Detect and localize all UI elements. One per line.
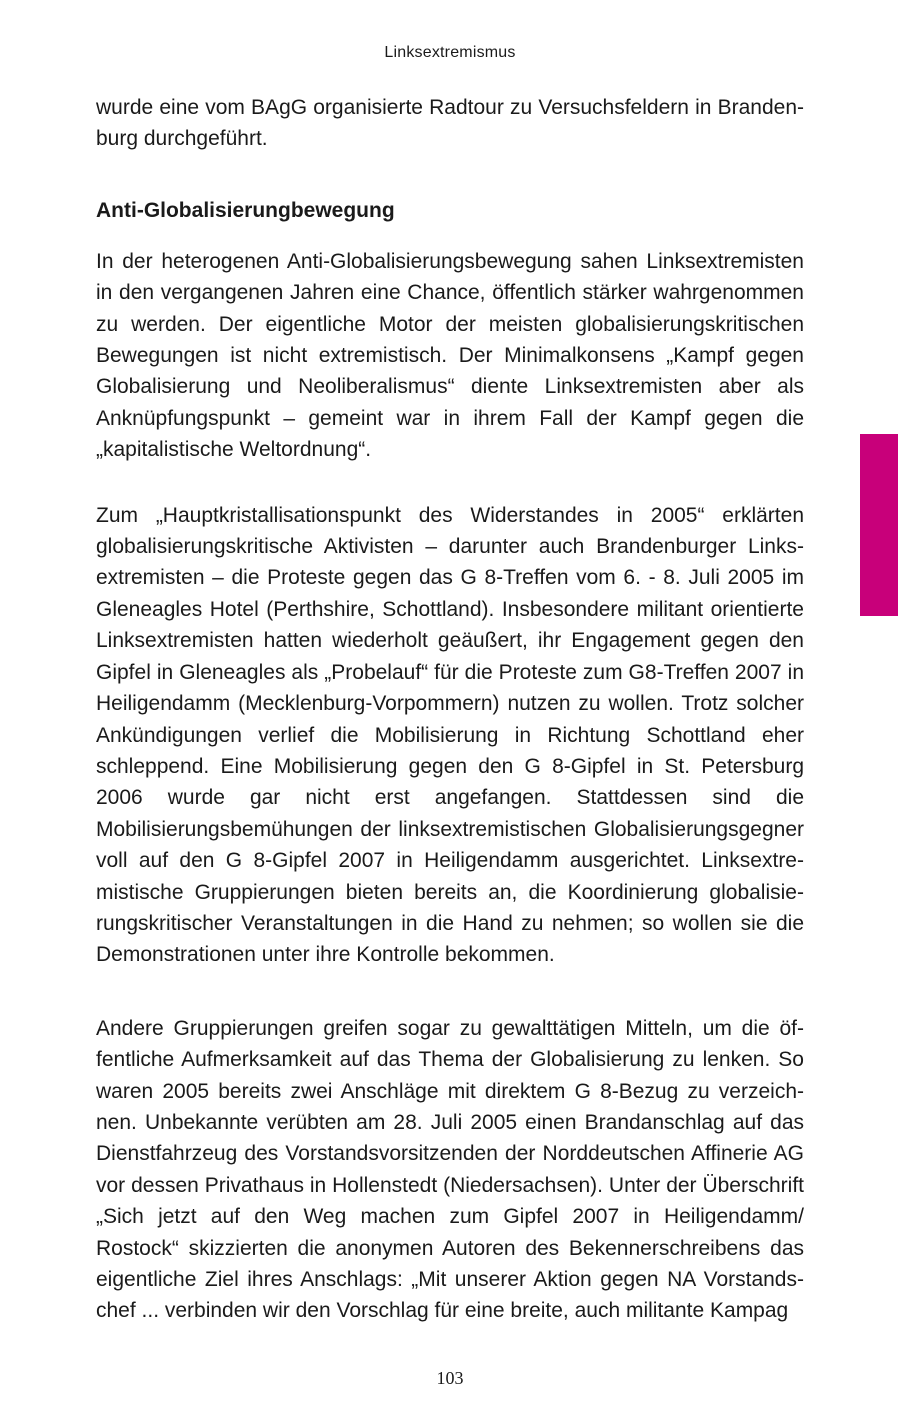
- section-heading: Anti-Globalisierungbewegung: [96, 198, 395, 222]
- running-header: Linksextremismus: [384, 44, 516, 61]
- body-paragraph-2: Zum „Hauptkristallisationspunkt des Widerstandes in 2005“ erklärten globalisierungskritische Aktivisten – darunter auch Brandenburger Linksextremisten – die Proteste gegen das G 8-Treffen vom 6. - 8. Juli 2005 im Gleneagles Hotel (Perthshire, Schottland). Insbesondere militant orientierte Linksextremisten hatten wiederholt geäußert, ihr Engagement gegen den Gipfel in Gleneagles als „Probelauf“ für die Proteste zum G8-Treffen 2007 in Heiligendamm (Mecklenburg-Vorpommern) nutzen zu wollen. Trotz solcher Ankündigungen verlief die Mobilisierung in Richtung Schottland eher schleppend. Eine Mobilisierung gegen den G 8-Gipfel in St. Petersburg 2006 wurde gar nicht erst angefangen. Stattdessen sind die Mobilisierungsbemühungen der linksextremistischen Globalisierungsgegner voll auf den G 8-Gipfel 2007 in Heiligendamm ausgerichtet. Linksextremistische Gruppierungen bieten bereits an, die Koordinierung globalisierungskritischer Veranstaltungen in die Hand zu nehmen; so wollen sie die Demonstrationen unter ihre Kontrolle bekommen.: [96, 503, 804, 967]
- chapter-marker-tab: [860, 434, 898, 616]
- page-number: 103: [436, 1368, 464, 1388]
- body-paragraph-3: Andere Gruppierungen greifen sogar zu gewalttätigen Mitteln, um die öffentliche Aufmerksamkeit auf das Thema der Globalisierung zu lenken. So waren 2005 bereits zwei Anschläge mit direktem G 8-Bezug zu verzeichnen. Unbekannte verübten am 28. Juli 2005 einen Brandanschlag auf das Dienstfahrzeug des Vorstandsvorsitzenden der Norddeutschen Affinerie AG vor dessen Privathaus in Hollenstedt (Niedersachsen). Unter der Überschrift „Sich jetzt auf den Weg machen zum Gipfel 2007 in Heiligendamm/ Rostock“ skizzierten die anonymen Autoren des Bekennerschreibens das eigentliche Ziel ihres Anschlags: „Mit unserer Aktion gegen NA Vorstandschef ... verbinden wir den Vorschlag für eine breite, auch militante Kampag: [96, 1016, 804, 1323]
- intro-paragraph: wurde eine vom BAgG organisierte Radtour zu Versuchsfeldern in Brandenburg durchgeführt.: [96, 96, 804, 151]
- page-body: [96, 92, 804, 1327]
- body-paragraph-1: In der heterogenen Anti-Globalisierungsbewegung sahen Linksextremisten in den vergangenen Jahren eine Chance, öffentlich stärker wahrgenommen zu werden. Der eigentliche Motor der meisten globalisierungskritischen Bewegungen ist nicht extremistisch. Der Minimalkonsens „Kampf gegen Globalisierung und Neoliberalismus“ diente Linksextremisten aber als Anknüpfungspunkt – gemeint war in ihrem Fall der Kampf gegen die „kapitalistische Weltordnung“.: [96, 249, 804, 462]
